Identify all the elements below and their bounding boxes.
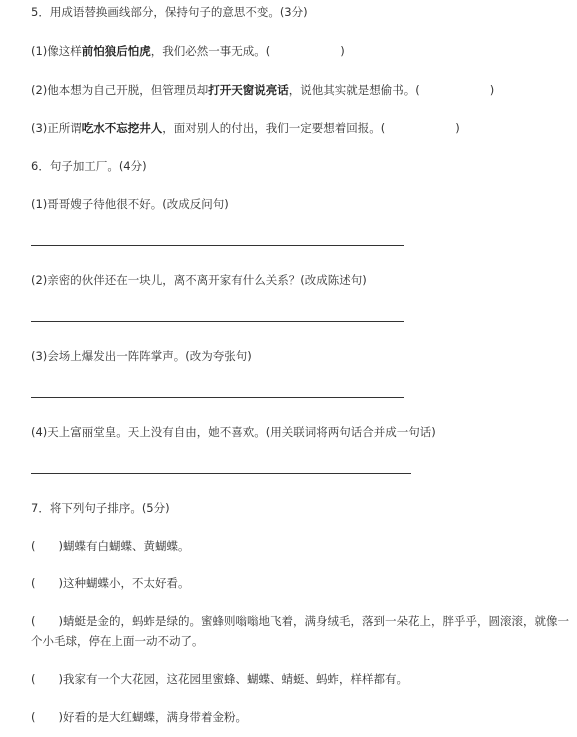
q5-item-2-post: ，说他其实就是想偷书。( [288, 83, 420, 97]
question-6-item-3: (3)会场上爆发出一阵阵掌声。(改为夸张句) [31, 349, 252, 363]
q5-item-3-pre: (3)正所谓 [31, 121, 82, 135]
q5-item-1-underlined-phrase: 前怕狼后怕虎 [81, 44, 151, 58]
q5-item-2-pre: (2)他本想为自己开脱，但管理员却 [31, 83, 209, 97]
q5-item-2-close: ) [489, 83, 495, 97]
question-6-item-4: (4)天上富丽堂皇。天上没有自由，她不喜欢。(用关联词将两句话合并成一句话) [31, 425, 436, 439]
question-5-item-2 [31, 82, 494, 98]
q5-item-3-close: ) [455, 121, 460, 135]
question-7-item-4 [31, 671, 408, 687]
q5-item-2-underlined-phrase: 打开天窗说亮话 [208, 83, 289, 97]
question-6-title: 6．句子加工厂。(4分) [31, 159, 147, 173]
q7-item-5-order-blank[interactable]: ( ) [31, 710, 63, 724]
q7-item-4-order-blank[interactable]: ( ) [31, 672, 63, 686]
question-5-title: 5．用成语替换画线部分，保持句子的意思不变。(3分) [31, 5, 308, 19]
question-6-item-2: (2)亲密的伙伴还在一块儿，离不离开家有什么关系？(改成陈述句) [31, 273, 367, 287]
question-7-item-3 [31, 611, 569, 651]
question-7-item-2 [31, 575, 189, 591]
q5-item-1-close: ) [340, 44, 345, 58]
q7-item-2-text: 这种蝴蝶小，不太好看。 [62, 576, 190, 590]
q7-item-3-order-blank[interactable]: ( ) [31, 614, 63, 628]
question-7-title: 7．将下列句子排序。(5分) [31, 501, 170, 515]
q6-item-1-answer-line[interactable] [31, 245, 404, 246]
q7-item-3-text: 蜻蜓是金的，蚂蚱是绿的。蜜蜂则嗡嗡地飞着，满身绒毛，落到一朵花上，胖乎乎，圆滚滚，就像一个小毛球，停在上面一动不动了。 [31, 614, 569, 648]
question-6-item-1: (1)哥哥嫂子待他很不好。(改成反问句) [31, 197, 229, 211]
question-5-item-3 [31, 120, 460, 136]
q7-item-2-order-blank[interactable]: ( ) [31, 576, 63, 590]
q5-item-3-underlined-phrase: 吃水不忘挖井人 [81, 121, 163, 135]
q5-item-3-post: ，面对别人的付出，我们一定要想着回报。( [162, 121, 386, 135]
q5-item-1-pre: (1)像这样 [31, 44, 82, 58]
q7-item-4-text: 我家有一个大花园，这花园里蜜蜂、蝴蝶、蜻蜓、蚂蚱，样样都有。 [62, 672, 408, 686]
q7-item-5-text: 好看的是大红蝴蝶，满身带着金粉。 [62, 710, 247, 724]
question-7-item-1 [31, 538, 189, 554]
question-7-item-5 [31, 709, 247, 725]
q6-item-2-answer-line[interactable] [31, 321, 404, 322]
q7-item-1-text: 蝴蝶有白蝴蝶、黄蝴蝶。 [62, 539, 190, 553]
q6-item-4-answer-line[interactable] [31, 473, 411, 474]
q6-item-3-answer-line[interactable] [31, 397, 404, 398]
question-5-item-1 [31, 43, 345, 59]
q7-item-1-order-blank[interactable]: ( ) [31, 539, 63, 553]
q5-item-1-post: ，我们必然一事无成。( [150, 44, 271, 58]
